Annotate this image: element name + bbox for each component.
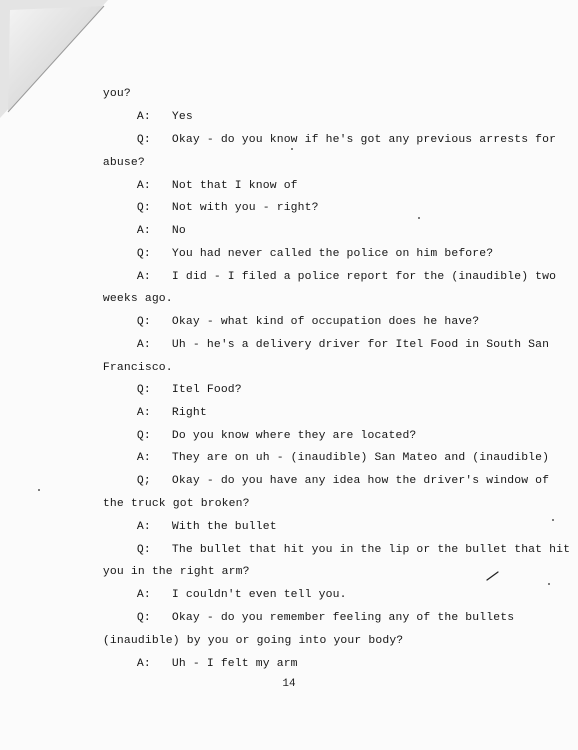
pen-mark: [486, 570, 500, 582]
transcript-line: [95, 210, 186, 237]
speaker-label: Q;: [136, 475, 151, 487]
scan-speck: [291, 148, 293, 150]
speaker-label: Q:: [136, 134, 151, 146]
speaker-label: A:: [136, 589, 151, 601]
line-text: Uh - he's a delivery driver for Itel Food in South San: [171, 339, 550, 351]
line-text: Do you know where they are located?: [171, 430, 417, 442]
line-text: Not with you - right?: [171, 202, 319, 214]
line-text: I couldn't even tell you.: [171, 589, 347, 601]
line-text: Francisco.: [102, 362, 173, 374]
line-text: I did - I filed a police report for the (inaudible) two: [171, 271, 557, 283]
speaker-label: A:: [136, 521, 151, 533]
line-text: Right: [171, 407, 207, 419]
transcript-line: [95, 324, 550, 351]
transcript-line: [95, 437, 550, 464]
line-text: They are on uh - (inaudible) San Mateo and (inaudible): [171, 452, 550, 464]
speaker-label: Q:: [136, 202, 151, 214]
transcript-line: [95, 506, 277, 533]
transcript-line: [95, 643, 298, 670]
line-text: the truck got broken?: [102, 498, 250, 510]
line-text: Okay - do you have any idea how the driver's window of: [171, 475, 550, 487]
transcript-line: [61, 347, 173, 374]
transcript-line: [95, 165, 298, 192]
speaker-label: Q:: [136, 248, 151, 260]
transcript-line: [95, 415, 417, 442]
transcript-line: [95, 301, 480, 328]
line-text: The bullet that hit you in the lip or the bullet that hit: [171, 544, 571, 556]
line-text: Okay - do you know if he's got any previous arrests for: [171, 134, 557, 146]
transcript-line: [95, 369, 242, 396]
speaker-label: A:: [136, 407, 151, 419]
speaker-label: A:: [136, 658, 151, 670]
line-text: weeks ago.: [102, 293, 173, 305]
line-text: (inaudible) by you or going into your body?: [102, 635, 404, 647]
speaker-label: A:: [136, 180, 151, 192]
speaker-label: Q:: [136, 430, 151, 442]
transcript-line: [95, 119, 557, 146]
transcript-line: [61, 551, 250, 578]
transcript-line: [61, 620, 404, 647]
scan-speck: [418, 217, 420, 219]
speaker-label: A:: [136, 452, 151, 464]
transcript-line: [95, 597, 515, 624]
transcript-line: [61, 142, 145, 169]
line-text: No: [171, 225, 186, 237]
transcript-line: [95, 233, 494, 260]
scan-speck: [548, 583, 550, 585]
speaker-label: Q:: [136, 544, 151, 556]
scan-speck: [552, 519, 554, 521]
speaker-label: A:: [136, 111, 151, 123]
transcript-line: [95, 529, 571, 556]
line-text: Not that I know of: [171, 180, 298, 192]
transcript-line: [61, 73, 131, 100]
line-text: you?: [102, 88, 131, 100]
line-text: With the bullet: [171, 521, 277, 533]
line-text: you in the right arm?: [102, 566, 250, 578]
speaker-label: Q:: [136, 316, 151, 328]
speaker-label: Q:: [136, 384, 151, 396]
speaker-label: Q:: [136, 612, 151, 624]
transcript-line: [61, 278, 173, 305]
line-text: You had never called the police on him before?: [171, 248, 494, 260]
page-number: 14: [282, 678, 296, 690]
transcript-line: [95, 187, 319, 214]
speaker-label: A:: [136, 339, 151, 351]
line-text: Yes: [171, 111, 193, 123]
scan-speck: [38, 489, 40, 491]
speaker-label: A:: [136, 225, 151, 237]
speaker-label: A:: [136, 271, 151, 283]
transcript-line: [61, 483, 250, 510]
line-text: Okay - what kind of occupation does he have?: [171, 316, 480, 328]
transcript-line: [95, 460, 550, 487]
line-text: Itel Food?: [171, 384, 242, 396]
transcript-line: [95, 392, 207, 419]
line-text: abuse?: [102, 157, 145, 169]
line-text: Okay - do you remember feeling any of the bullets: [171, 612, 515, 624]
transcript-line: [95, 574, 347, 601]
transcript-line: [95, 96, 193, 123]
line-text: Uh - I felt my arm: [171, 658, 298, 670]
transcript-line: [95, 256, 557, 283]
